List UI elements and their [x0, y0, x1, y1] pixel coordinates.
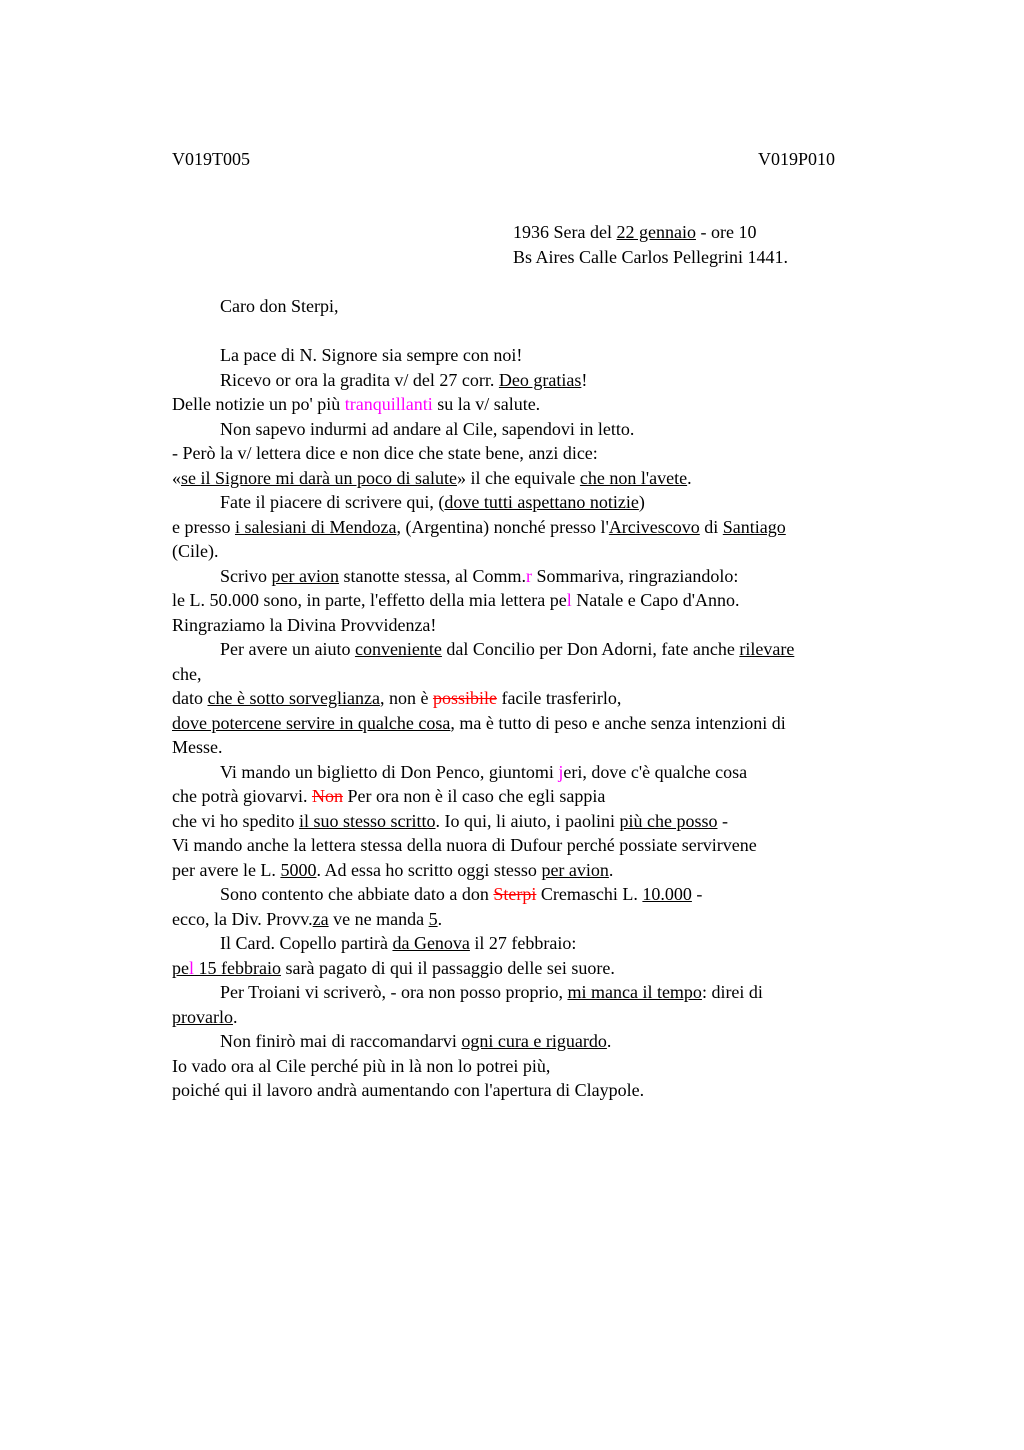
document-code-right: V019P010: [758, 149, 836, 169]
letter-line: Fate il piacere di scrivere qui, (dove tutti aspettano notizie): [220, 492, 645, 512]
letter-line: che vi ho spedito il suo stesso scritto. Io qui, li aiuto, i paolini più che posso -: [172, 810, 728, 831]
letter-line: ecco, la Div. Provv.za ve ne manda 5.: [172, 908, 443, 929]
address-line: Bs Aires Calle Carlos Pellegrini 1441.: [513, 246, 788, 267]
letter-line: per avere le L. 5000. Ad essa ho scritto oggi stesso per avion.: [172, 859, 614, 880]
salutation: Caro don Sterpi,: [220, 296, 339, 316]
letter-line: che potrà giovarvi. Non Per ora non è il caso che egli sappia: [172, 786, 606, 806]
letter-line: Il Card. Copello partirà da Genova il 27 febbraio:: [220, 933, 577, 953]
letter-line: Per Troiani vi scriverò, - ora non posso proprio, mi manca il tempo: direi di: [220, 982, 763, 1002]
letter-line: Vi mando un biglietto di Don Penco, giuntomi jeri, dove c'è qualche cosa: [220, 761, 748, 782]
date-line: [513, 220, 788, 245]
deleted-word: Sterpi: [493, 884, 537, 904]
letter-line: Messe.: [172, 737, 223, 757]
deleted-word: possibile: [432, 688, 497, 708]
date-text: 1936 Sera del: [513, 222, 617, 242]
letter-body: [172, 294, 892, 1103]
letter-line: Non sapevo indurmi ad andare al Cile, sapendovi in letto.: [220, 418, 635, 439]
letter-line: dato che è sotto sorveglianza, non è possibile facile trasferirlo,: [172, 688, 622, 708]
letter-line: (Cile).: [172, 541, 219, 561]
letter-line: La pace di N. Signore sia sempre con noi!: [220, 345, 523, 365]
letter-line: Non finirò mai di raccomandarvi ogni cura e riguardo.: [220, 1031, 612, 1051]
letter-line: Io vado ora al Cile perché più in là non lo potrei più,: [172, 1055, 551, 1076]
dateline: [513, 220, 788, 269]
letter-line: - Però la v/ lettera dice e non dice che state bene, anzi dice:: [172, 443, 598, 463]
letter-line: e presso i salesiani di Mendoza, (Argentina) nonché presso l'Arcivescovo di Santiago: [172, 516, 786, 537]
date-underlined: 22 gennaio: [616, 222, 696, 242]
letter-line: poiché qui il lavoro andrà aumentando con l'apertura di Claypole.: [172, 1080, 645, 1100]
letter-line: Per avere un aiuto conveniente dal Concilio per Don Adorni, fate anche rilevare: [220, 639, 795, 659]
letter-line: «se il Signore mi darà un poco di salute» il che equivale che non l'avete.: [172, 467, 692, 488]
letter-line: Delle notizie un po' più tranquillanti su la v/ salute.: [172, 394, 541, 414]
letter-line: le L. 50.000 sono, in parte, l'effetto della mia lettera pel Natale e Capo d'Anno.: [172, 590, 740, 610]
letter-line: Ringraziamo la Divina Provvidenza!: [172, 614, 437, 635]
deleted-word: Non: [311, 786, 343, 806]
letter-line: dove potercene servire in qualche cosa, ma è tutto di peso e anche senza intenzioni di: [172, 712, 786, 733]
letter-line: pel 15 febbraio sarà pagato di qui il passaggio delle sei suore.: [172, 957, 615, 978]
letter-line: che,: [172, 663, 202, 684]
letter-line: Scrivo per avion stanotte stessa, al Comm.r Sommariva, ringraziandolo:: [220, 565, 739, 586]
letter-line: Ricevo or ora la gradita v/ del 27 corr. Deo gratias!: [220, 369, 588, 390]
time-text: - ore 10: [695, 222, 757, 242]
letter-line: provarlo.: [172, 1006, 238, 1027]
document-code-left: V019T005: [172, 149, 250, 169]
letter-line: Vi mando anche la lettera stessa della nuora di Dufour perché possiate servirvene: [172, 835, 757, 855]
letter-line: Sono contento che abbiate dato a don Sterpi Cremaschi L. 10.000 -: [220, 884, 703, 904]
